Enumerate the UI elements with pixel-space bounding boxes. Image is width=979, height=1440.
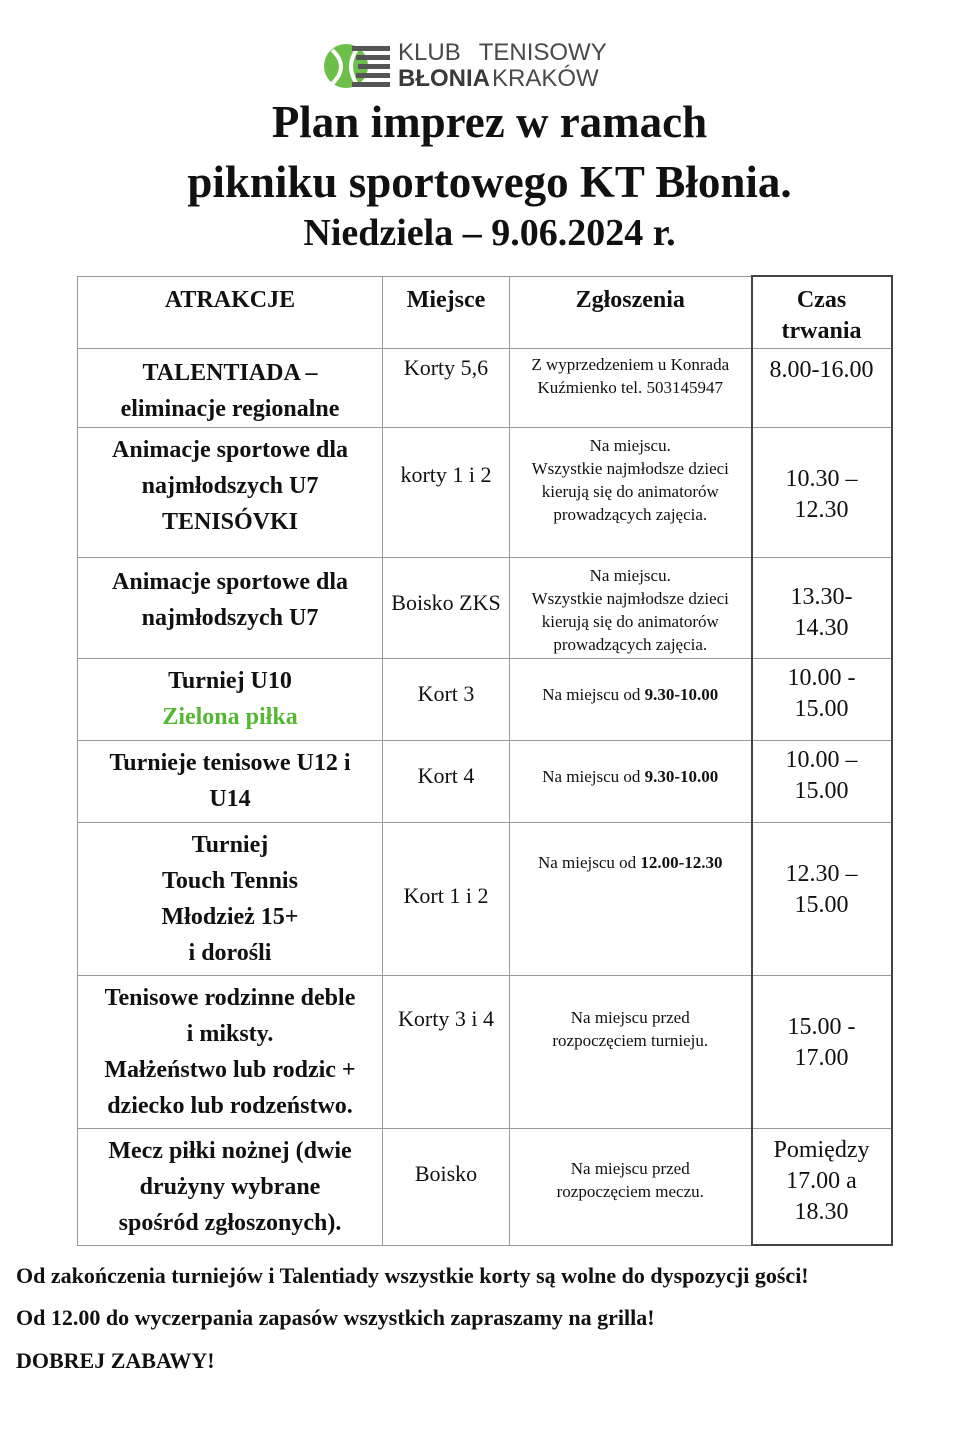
table-row [78,348,892,427]
cell-duration [752,1128,892,1245]
footer-note-fun: DOBREJ ZABAWY! [16,1348,215,1373]
cell-duration [752,822,892,975]
registration-line: Z wyprzedzeniem u Konrada [531,354,730,374]
logo-text-tenisowy: TENISOWY [478,39,607,66]
cell-attraction [78,348,383,427]
attraction-line: drużyny wybrane [139,1173,321,1200]
registration-line: rozpoczęciem turnieju. [552,1030,709,1050]
attraction-line: Tenisowe rodzinne deble [104,984,356,1011]
registration-prefix: Na miejscu od [542,684,645,704]
cell-duration [752,975,892,1128]
cell-attraction [78,658,383,740]
cell-duration [752,740,892,822]
registration-time: 9.30-10.00 [644,766,719,786]
cell-place: Korty 3 i 4 [383,975,510,1128]
cell-duration [752,557,892,658]
table-header-row [78,276,892,348]
attraction-line: TALENTIADA – [142,359,318,386]
attraction-line: spośród zgłoszonych). [118,1209,342,1236]
registration-line [510,683,751,706]
duration-line: 10.00 - [787,664,856,691]
attraction-line: Turniej U10 [168,667,292,694]
cell-place: Kort 1 i 2 [383,822,510,975]
registration-line: Wszystkie najmłodsze dzieci [531,458,729,478]
registration-line: prowadzących zajęcia. [553,634,708,654]
cell-place: Boisko [383,1128,510,1245]
cell-attraction [78,427,383,557]
attraction-line: Młodzież 15+ [161,903,299,930]
header-duration [752,276,892,348]
registration-line: Na miejscu przed [570,1007,690,1027]
registration-prefix: Na miejscu od [542,766,645,786]
cell-attraction [78,1128,383,1245]
attraction-line: Turnieje tenisowe U12 i [109,749,351,776]
duration-line: 15.00 [794,891,849,918]
duration-line: 12.30 – [785,860,858,887]
registration-line: rozpoczęciem meczu. [556,1181,704,1201]
logo-text-klub: KLUB [398,39,461,66]
table-row [78,740,892,822]
attraction-line: i miksty. [186,1020,274,1047]
footer-note-grill: Od 12.00 do wyczerpania zapasów wszystkich zapraszamy na grilla! [16,1305,655,1330]
attraction-green-label: Zielona piłka [162,703,298,730]
table-row [78,975,892,1128]
duration-line: 17.00 [794,1044,849,1071]
registration-line: Na miejscu przed [570,1158,690,1178]
header-duration-line1: Czas [796,287,847,313]
cell-duration [752,658,892,740]
table-row [78,658,892,740]
registration-line [510,765,751,788]
attraction-line: eliminacje regionalne [120,395,340,422]
header-duration-line2: trwania [781,318,862,344]
registration-time: 12.00-12.30 [640,852,723,872]
registration-prefix: Na miejscu od [537,852,641,872]
cell-place: korty 1 i 2 [383,427,510,557]
footer-note-courts: Od zakończenia turniejów i Talentiady wszystkie korty są wolne do dyspozycji gości! [16,1263,809,1288]
duration-line: 15.00 [794,777,849,804]
registration-line [510,851,751,874]
table-row [78,822,892,975]
attraction-line: Mecz piłki nożnej (dwie [108,1137,352,1164]
duration-line: 8.00-16.00 [769,356,874,383]
cell-registration [510,658,752,740]
cell-registration [510,975,752,1128]
attraction-line: i dorośli [188,939,272,966]
registration-line: Na miejscu. [589,565,671,585]
attraction-line: Animacje sportowe dla [112,568,348,595]
tennis-ball-logo-icon [322,40,392,96]
cell-place: Kort 3 [383,658,510,740]
cell-duration [752,348,892,427]
attraction-line: dziecko lub rodzeństwo. [107,1092,353,1119]
header-attractions: ATRAKCJE [78,276,383,348]
table-row [78,557,892,658]
duration-line: 15.00 [794,695,849,722]
cell-registration [510,740,752,822]
duration-line: 17.00 a [786,1167,857,1194]
attraction-line: U14 [209,785,251,812]
cell-place: Korty 5,6 [383,348,510,427]
table-row [78,427,892,557]
registration-line: prowadzących zajęcia. [553,504,708,524]
duration-line: 10.30 – [785,465,858,492]
duration-line: Pomiędzy [773,1136,870,1163]
attraction-line: Animacje sportowe dla [112,436,348,463]
duration-line: 18.30 [794,1198,849,1225]
page-title-line1: Plan imprez w ramach [271,97,708,147]
duration-line: 13.30- [790,583,853,610]
schedule-table [77,275,893,1246]
table-row [78,1128,892,1245]
header-registration: Zgłoszenia [510,276,752,348]
attraction-line: Touch Tennis [162,867,298,894]
attraction-line: TENISÓVKI [161,508,299,535]
cell-place: Kort 4 [383,740,510,822]
duration-line: 15.00 - [787,1013,856,1040]
duration-line: 14.30 [794,614,849,641]
page-title-line2: pikniku sportowego KT Błonia. [187,157,792,207]
cell-attraction [78,740,383,822]
club-logo [322,39,607,96]
cell-registration [510,557,752,658]
registration-time: 9.30-10.00 [644,684,719,704]
logo-text-krakow: KRAKÓW [492,65,599,92]
logo-text-blonia: BŁONIA [398,65,490,92]
cell-attraction [78,822,383,975]
cell-attraction [78,557,383,658]
registration-line: Kuźmienko tel. 503145947 [537,377,724,397]
registration-line: Wszystkie najmłodsze dzieci [531,588,729,608]
cell-place: Boisko ZKS [383,557,510,658]
attraction-line: Małżeństwo lub rodzic + [104,1056,356,1083]
cell-registration [510,1128,752,1245]
cell-duration [752,427,892,557]
attraction-line: Turniej [191,831,269,858]
attraction-line: najmłodszych U7 [141,472,319,499]
duration-line: 12.30 [794,496,849,523]
attraction-line: najmłodszych U7 [141,604,319,631]
cell-registration [510,822,752,975]
cell-attraction [78,975,383,1128]
registration-line: kierują się do animatorów [541,611,719,631]
duration-line: 10.00 – [785,746,858,773]
header-place: Miejsce [383,276,510,348]
page-subtitle-date: Niedziela – 9.06.2024 r. [303,212,676,254]
cell-registration [510,348,752,427]
registration-line: Na miejscu. [589,435,671,455]
cell-registration [510,427,752,557]
registration-line: kierują się do animatorów [541,481,719,501]
